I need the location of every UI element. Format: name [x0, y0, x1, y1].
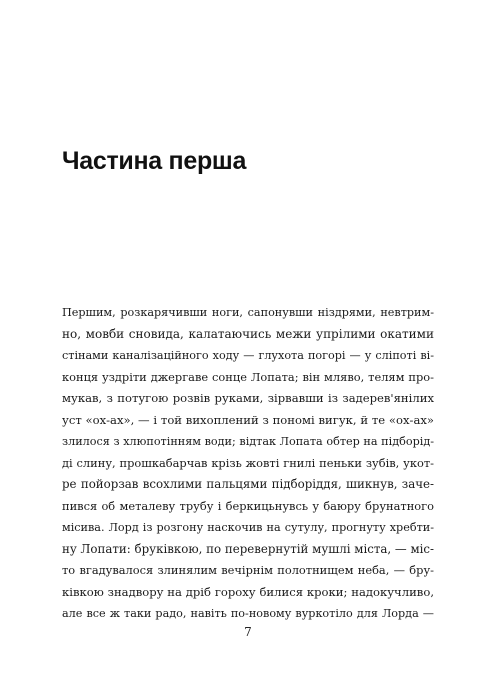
text-line: але все ж таки радо, навіть по-новому вуркотіло для Лорда — [62, 607, 434, 620]
text-line: ді слину, прошкабарчав крізь жовті гнилі пеньки зубів, укот- [62, 455, 434, 470]
chapter-heading: Частина перша [62, 147, 247, 175]
text-line: ну Лопати: бруківкою, по перевернутій мушлі міста, — міс- [62, 541, 434, 556]
text-line: місива. Лорд із розгону наскочив на сутулу, прогнуту хребти- [62, 521, 434, 534]
text-line: то вгадувалося злинялим вечірнім полотнищем неба, — бру- [62, 563, 434, 577]
text-line: злилося з хлюпотінням води; відтак Лопата обтер на підборід- [62, 435, 434, 448]
text-line: ківкою знадвору на дріб гороху билися кроки; надокучливо, [62, 584, 434, 599]
text-line: мукав, з потугою розвів руками, зірвавши із задерев'янілих [62, 391, 434, 405]
body-paragraph [62, 302, 434, 625]
text-line: конця уздріти джергаве сонце Лопата; він мляво, телям про- [62, 369, 434, 384]
text-line: пився об металеву трубу і беркицьнувсь у баюру брунатного [62, 498, 434, 513]
text-line: Першим, розкарячивши ноги, сапонувши ніздрями, невтрим- [62, 306, 434, 319]
text-line: но, мовби сновида, калатаючись межи упрілими окатими [62, 326, 434, 341]
text-line: ре пойорзав всохлими пальцями підборіддя, шикнув, заче- [62, 477, 434, 491]
text-line: уст «ох-ах», — і той вихоплений з пономі вигук, й те «ох-ах» [62, 412, 434, 427]
text-line: стінами каналізаційного ходу — глухота погорі — у сліпоті ві- [62, 349, 434, 362]
page-number: 7 [244, 625, 252, 639]
